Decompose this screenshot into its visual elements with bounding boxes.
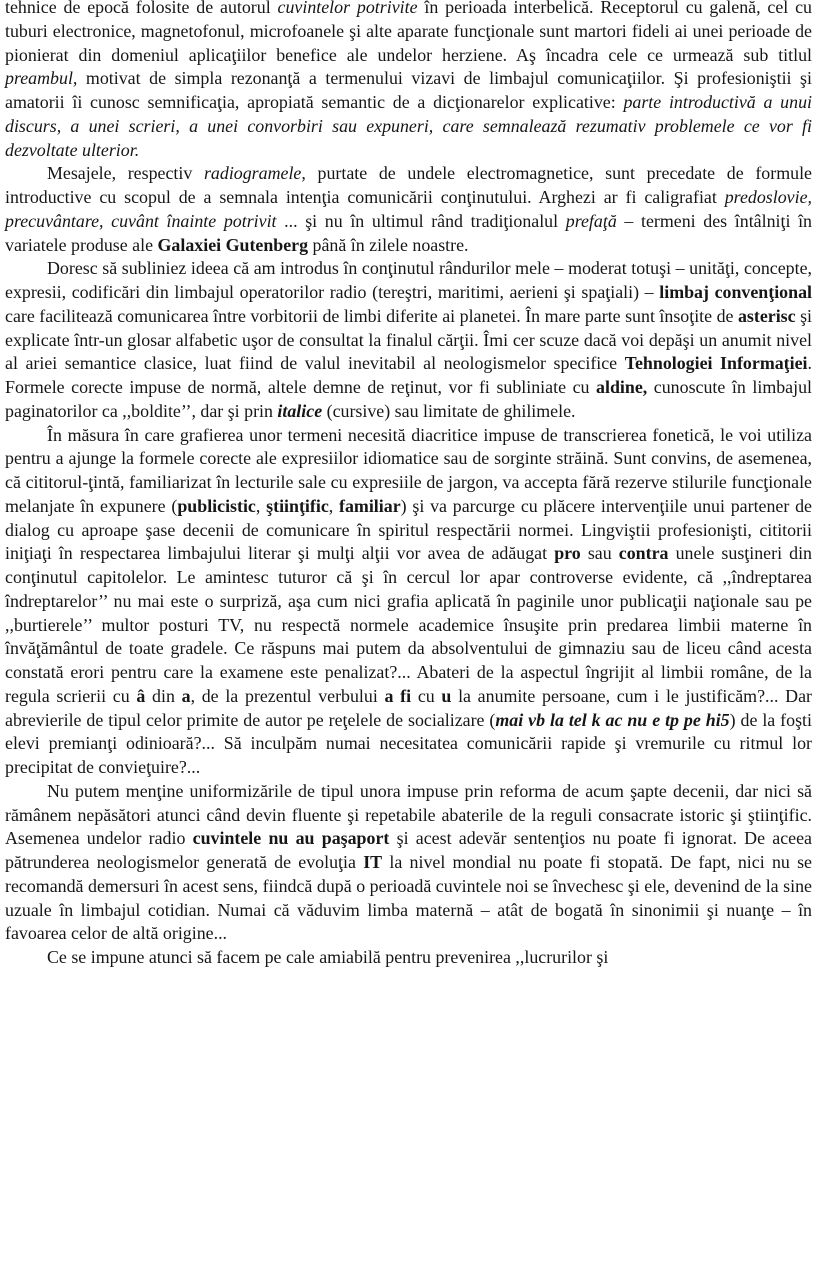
italic-run: parte introductivă a unui discurs, a unei scrieri, a unei convorbiri sau expuneri, care semnalează rezumativ problemele ce vor fi dezvoltate ulterior. bbox=[5, 92, 812, 160]
bold-run: pro bbox=[554, 543, 581, 564]
text-run: până în zilele noastre. bbox=[308, 234, 469, 255]
italic-run: preambul, bbox=[5, 68, 78, 89]
body-paragraph bbox=[5, 946, 812, 970]
bold-run: IT bbox=[363, 852, 383, 872]
text-run: şi explicate într-un glosar alfabetic uşor de consultat la finalul cărţii. Îmi cer scuze dacă voi depăşi un anumit nivel al ariei semantice clasice, luat fiind de valul inevitabil al neologismelor specifice bbox=[5, 305, 812, 374]
bold-run: u bbox=[441, 685, 452, 706]
text-run: la nivel mondial nu poate fi stopată. De fapt, nici nu se recomandă demersuri în acest sens, fiindcă după o perioadă cuvintele noi se învechesc şi ele, devenind de la sine uzuale în limbajul cotidian. Numai că văduvim limba maternă – atât de bogată în sinonimii şi nuanţe – în favoarea celor de altă origine... bbox=[5, 852, 813, 944]
bold-run: a bbox=[181, 685, 191, 706]
text-run: tehnice de epocă folosite de autorul bbox=[5, 0, 278, 17]
bold-run: Galaxiei Gutenberg bbox=[157, 234, 309, 255]
text-run: ... şi nu în ultimul rând tradiţionalul bbox=[276, 210, 566, 231]
text-run: cunoscute în limbajul paginatorilor ca ,,boldite’’, dar şi prin bbox=[5, 377, 813, 421]
text-run: purtate de undele electromagnetice, sunt precedate de formule introductive cu scopul de a semnala intenţia comunicării conţinutului. Arghezi ar fi caligrafiat bbox=[5, 163, 812, 207]
text-run: care facilitează comunicarea între vorbitorii de limbi diferite ai planetei. În mare parte sunt însoţite de bbox=[5, 305, 738, 326]
body-paragraph bbox=[5, 424, 812, 780]
text-run: , bbox=[328, 495, 340, 516]
bold-run: ştiinţific bbox=[266, 495, 329, 516]
bold-run: familiar bbox=[339, 495, 401, 516]
body-paragraph bbox=[5, 0, 812, 162]
text-run: Nu putem menţine uniformizările de tipul unora impuse prin reforma de acum şapte decenii, dar nici să rămânem nepăsători atunci când devin fluente şi repetabile abaterile de la reguli consacrate istoric şi ştiinţific. Asemenea undelor radio bbox=[5, 780, 812, 849]
text-run: la anumite persoane, cum i le justificăm?... Dar abrevierile de tipul celor primite de autor pe reţelele de socializare ( bbox=[5, 685, 812, 730]
text-run: În măsura în care grafierea unor termeni necesită diacritice impuse de transcrierea fonetică, le voi utiliza pentru a ajunge la formele corecte ale expresiilor idiomatice sau de sorginte străină. Sunt convins, de asemenea, că cititorul-ţintă, familiarizat în lecturile sale cu expresiile de jargon, va accepta fără rezerve stilurile funcţionale melanjate în expunere ( bbox=[5, 424, 812, 516]
text-run: (cursive) sau limitate de ghilimele. bbox=[322, 400, 576, 421]
text-run: Doresc să subliniez ideea că am introdus în conţinutul rândurilor mele – moderat totuşi – unităţi, concepte, expresii, codificări din limbajul operatorilor radio (tereştri, maritimi, aerieni şi spaţiali) – bbox=[5, 258, 812, 302]
bold-run: aldine, bbox=[596, 377, 648, 397]
text-run: motivat de simpla rezonanţă a termenului vizavi de limbajul comunicaţiilor. Şi profesioniştii şi amatorii îi cunosc semnificaţia, apropiată semantic de a dicţionarelor explicative: bbox=[5, 68, 812, 112]
text-run: în perioada interbelică. Receptorul cu galenă, cel cu tuburi electronice, magnetofonul, microfoanele şi alte aparate funcţionale sunt martori fideli ai unei perioade de pionierat din domeniul aplicaţiilor benefice ale undelor herziene. Aş încadra cele ce urmează sub titlul bbox=[5, 0, 812, 65]
bold-run: a fi bbox=[384, 685, 412, 706]
bold-run: contra bbox=[618, 543, 669, 564]
bold-run: publicistic bbox=[177, 495, 256, 516]
bold-run: Tehnologiei Informaţiei bbox=[624, 353, 808, 374]
body-paragraph bbox=[5, 162, 812, 257]
text-run: ) şi va parcurge cu plăcere intervenţiile unui partener de dialog cu aproape şase decenii de comunicare în spiritul respectării normei. Lingviştii profesionişti, cititorii iniţiaţi în respectarea limbajului literar şi mulţi alţii vor avea de adăugat bbox=[5, 495, 812, 564]
bold-run: â bbox=[136, 685, 146, 706]
text-run: . Formele corecte impuse de normă, altele demne de reţinut, vor fi subliniate cu bbox=[5, 353, 812, 397]
text-run: Ce se impune atunci să facem pe cale amiabilă pentru prevenirea ,,lucrurilor şi bbox=[47, 947, 609, 967]
text-run: şi acest adevăr sentenţios nu poate fi ignorat. De aceea pătrunderea neologismelor generată de evoluţia bbox=[5, 828, 812, 872]
italic-run: prefaţă bbox=[565, 210, 617, 231]
bold-run: cuvintele nu au paşaport bbox=[192, 828, 390, 849]
body-paragraph bbox=[5, 780, 812, 946]
bold-run: asterisc bbox=[737, 305, 796, 326]
bold-italic-run: mai vb la tel k ac nu e tp pe hi5 bbox=[495, 709, 730, 730]
text-run: , bbox=[255, 495, 267, 516]
italic-run: radiogramele, bbox=[203, 163, 306, 184]
text-run: , de la prezentul verbului bbox=[190, 685, 385, 706]
text-run: unele susţineri din conţinutul capitolelor. Le amintesc tuturor că şi în cercul lor apar controverse evidente, că ,,îndreptarea îndreptarelor’’ nu mai este o surpriză, aşa cum nici grafia aplicată în paginile unor publicaţii naţionale sau pe ,,burtierele’’ multor posturi TV, nu respectă normele academice însuşite prin predarea limbii materne în învăţământul de toate gradele. Ce răspuns mai putem da absolventului de gimnaziu sau de liceu când acesta constată erori pentru care la examene este penalizat?... Abateri de la aspectul îngrijit al limbii române, de la regula scrierii cu bbox=[5, 543, 813, 706]
italic-run: predoslovie, precuvântare, cuvânt înainte potrivit bbox=[5, 187, 812, 231]
text-run: sau bbox=[580, 543, 619, 564]
bold-italic-run: italice bbox=[277, 400, 323, 421]
text-run: Mesajele, respectiv bbox=[47, 163, 204, 184]
bold-run: limbaj convenţional bbox=[659, 282, 812, 302]
text-run: din bbox=[145, 685, 182, 706]
text-run: – termeni des întâlniţi în variatele produse ale bbox=[5, 210, 813, 255]
body-paragraph bbox=[5, 257, 812, 423]
text-run: cu bbox=[411, 685, 442, 706]
italic-run: cuvintelor potrivite bbox=[277, 0, 418, 17]
text-run: ) de la foşti elevi premianţi odinioară?... Să inculpăm numai necesitatea comunicării rapide şi vremurile cu ritmul lor precipitat de convieţuire?... bbox=[5, 709, 812, 777]
